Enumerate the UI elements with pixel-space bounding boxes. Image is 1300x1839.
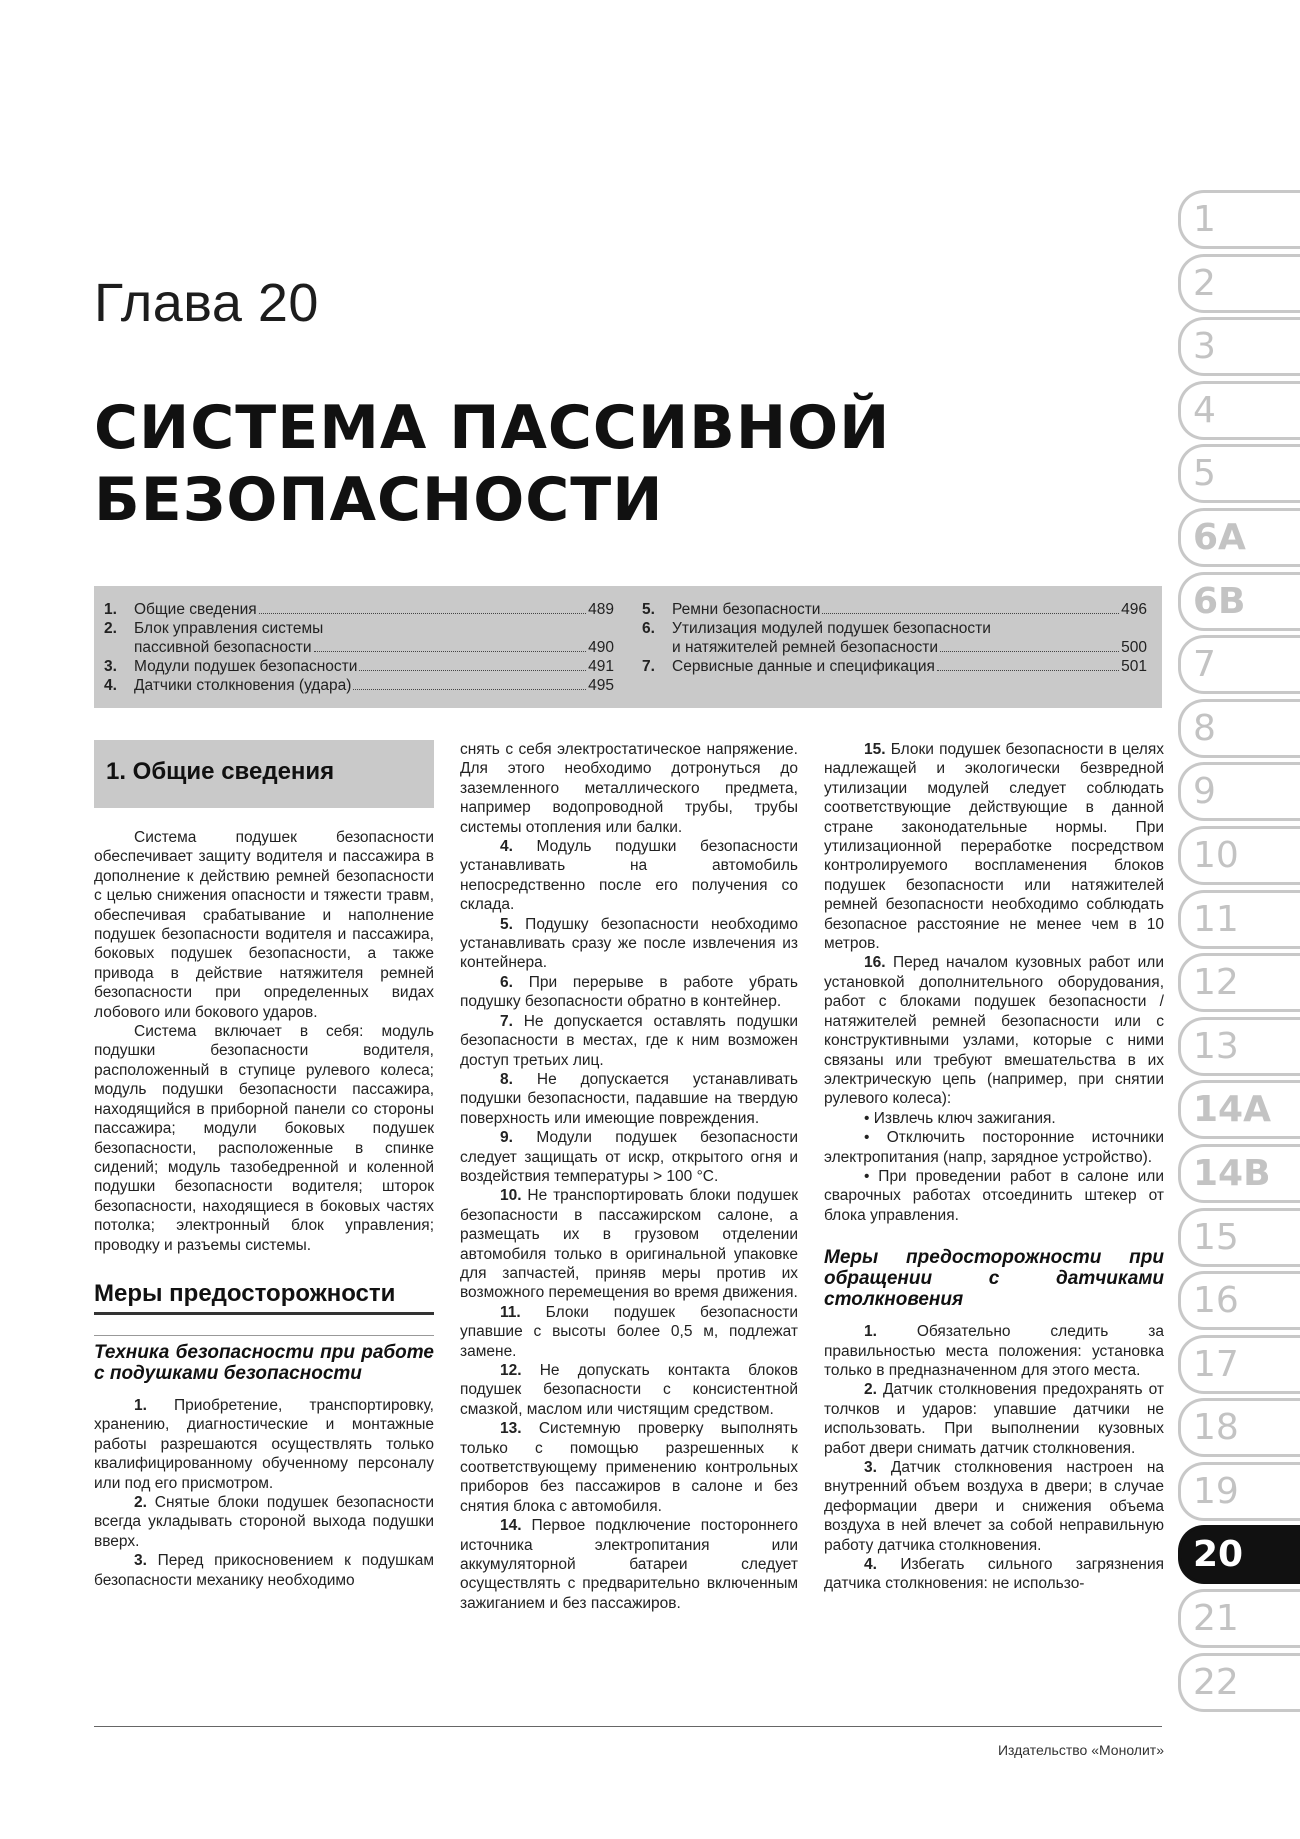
chapter-title (94, 392, 890, 536)
list-item-number: 13. (500, 1420, 522, 1438)
toc-page-number: 501 (1121, 658, 1147, 675)
numbered-list (824, 740, 1164, 1109)
list-item (824, 740, 1164, 953)
chapter-title-line1: СИСТЕМА ПАССИВНОЙ (94, 393, 891, 463)
list-item (460, 1361, 798, 1419)
toc-entry (672, 657, 1147, 676)
chapter-tab-18[interactable]: 18 (1178, 1398, 1300, 1457)
toc-entry (672, 600, 1147, 619)
list-item-number: 4. (500, 838, 513, 856)
list-item-text: Обязательно следить за правильностью места положения: установка только в предназначенном для этого места. (824, 1323, 1164, 1379)
bullet-item (824, 1128, 1164, 1167)
toc-text: пассивной безопасности (134, 639, 312, 656)
list-item-text: Не допускать контакта блоков подушек безопасности с консистентной смазкой, маслом или чистящим средством. (460, 1362, 798, 1418)
toc-item (104, 619, 614, 657)
chapter-tab-7[interactable]: 7 (1178, 635, 1300, 694)
chapter-tab-11[interactable]: 11 (1178, 890, 1300, 949)
chapter-tab-13[interactable]: 13 (1178, 1017, 1300, 1076)
list-item-text: Подушку безопасности необходимо устанавливать сразу же после извлечения из контейнера. (460, 915, 798, 972)
toc-leader-dots (353, 689, 586, 690)
chapter-tab-4[interactable]: 4 (1178, 381, 1300, 440)
chapter-tab-9[interactable]: 9 (1178, 762, 1300, 821)
chapter-tab-14b[interactable]: 14B (1178, 1144, 1300, 1203)
list-item-text: При перерыве в работе убрать подушку безопасности обратно в контейнер. (460, 973, 798, 1011)
column-3 (824, 740, 1164, 1594)
numbered-list (824, 1322, 1164, 1594)
paragraph: Система включает в себя: модуль подушки безопасности водителя, расположенный в ступице рулевого колеса; модуль подушки безопасности пассажира, находящийся в приборной панели со стороны пассажира; модули боковых подушек безопасности, расположенные в спинке сидений; модуль тазобедренной и коленной подушки безопасности водителя; шторок безопасности, находящиеся в боковых частях потолка; электронный блок управления; проводку и разъемы системы. (94, 1023, 434, 1254)
toc-item (642, 600, 1147, 619)
toc-text: и натяжителей ремней безопасности (672, 639, 939, 656)
column-1 (94, 740, 434, 1590)
list-item-number: 8. (500, 1070, 513, 1088)
chapter-tab-17[interactable]: 17 (1178, 1335, 1300, 1394)
list-item-text: Не транспортировать блоки подушек безопасности в пассажирском салоне, а размещать их в грузовом отделении автомобиля только в оригинальной упаковке для запчастей, приняв меры против их возможного перемещения во время движения. (460, 1187, 798, 1302)
subheading-airbag-safety: Техника безопасности при работе с подушками безопасности (94, 1335, 434, 1384)
list-item-number: 12. (500, 1362, 522, 1379)
list-item (824, 1458, 1164, 1555)
list-item (460, 1012, 798, 1070)
chapter-tab-12[interactable]: 12 (1178, 953, 1300, 1012)
list-item (460, 1303, 798, 1361)
toc-item (642, 619, 1147, 657)
publisher-footer: Издательство «Монолит» (997, 1742, 1164, 1758)
toc-number: 4. (104, 677, 117, 694)
list-item (824, 1555, 1164, 1594)
numbered-list (460, 837, 798, 1613)
chapter-tab-14a[interactable]: 14A (1178, 1080, 1300, 1139)
list-item (824, 1380, 1164, 1458)
list-item (460, 973, 798, 1012)
list-item-text: Приобретение, транспортировку, хранению, диагностические и монтажные работы разрешаются осуществлять только квалифицированному обученному персоналу или под его присмотром. (94, 1396, 434, 1492)
toc-page-number: 490 (588, 639, 614, 656)
toc-line (134, 619, 614, 638)
toc-number: 1. (104, 601, 117, 618)
bullet-item (824, 1167, 1164, 1225)
section-heading-box (94, 740, 434, 808)
toc-text: Общие сведения (134, 601, 257, 618)
toc-line (672, 657, 1147, 676)
list-item-text: Первое подключение постороннего источника электропитания или аккумуляторной батареи следует осуществлять с предварительно включенным зажиганием и без пассажиров. (460, 1517, 798, 1612)
toc-number: 5. (642, 601, 655, 618)
list-item-text: Блоки подушек безопасности в целях надлежащей и экологически безвредной утилизации модулей следует соблюдать соответствующие действующие в данной стране законодательные нормы. При утилизационной переработке посредством контролируемого воспламенения блоков подушек безопасности или натяжителей ремней безопасности необходимо соблюдать безопасное расстояние не менее чем в 10 метров. (824, 741, 1164, 953)
toc-text: Ремни безопасности (672, 601, 821, 618)
toc-entry (134, 657, 614, 676)
chapter-tab-19[interactable]: 19 (1178, 1462, 1300, 1521)
list-item-number: 9. (500, 1129, 513, 1147)
list-item-number: 2. (134, 1493, 147, 1511)
bullet-text: Извлечь ключ зажигания. (873, 1109, 1056, 1127)
chapter-tab-3[interactable]: 3 (1178, 317, 1300, 376)
toc-left-column (104, 600, 614, 695)
toc-text: Утилизация модулей подушек безопасности (672, 620, 991, 637)
list-item-text: Датчик столкновения настроен на внутренний объем воздуха в двери; в случае деформации двери и снижения объема воздуха в ней влечет за собой неправильную работу датчика столкновения. (824, 1459, 1164, 1554)
subheading-precautions: Меры предосторожности (94, 1281, 434, 1315)
toc-number: 3. (104, 658, 117, 675)
toc-entry (134, 619, 614, 657)
list-item-text: Перед прикосновением к подушкам безопасности механику необходимо (94, 1552, 434, 1589)
toc-item (104, 676, 614, 695)
list-item-number: 5. (500, 915, 513, 933)
section-title: 1. Общие сведения (106, 758, 335, 785)
list-item-text: Не допускается устанавливать подушки безопасности, падавшие на твердую поверхность или имеющие повреждения. (460, 1070, 798, 1127)
toc-text: Модули подушек безопасности (134, 658, 358, 675)
toc-page-number: 495 (588, 677, 614, 694)
toc-entry (134, 676, 614, 695)
chapter-tab-1[interactable]: 1 (1178, 190, 1300, 249)
list-item-number: 16. (864, 954, 886, 972)
list-item-number: 7. (500, 1012, 513, 1030)
chapter-tab-10[interactable]: 10 (1178, 826, 1300, 885)
toc-page-number: 491 (588, 658, 614, 675)
list-item-number: 3. (134, 1552, 147, 1570)
list-item-number: 15. (864, 741, 886, 758)
list-item-number: 1. (864, 1323, 877, 1341)
bullet-icon: • (864, 1167, 879, 1185)
paragraph: снять с себя электростатическое напряжение. Для этого необходимо дотронуться до заземленного металлического предмета, например водопроводной трубы, трубы системы отопления или балки. (460, 741, 798, 836)
toc-text: Сервисные данные и спецификация (672, 658, 935, 675)
toc-line (672, 600, 1147, 619)
bullet-icon: • (864, 1109, 874, 1127)
toc-number: 2. (104, 620, 117, 637)
toc-line (134, 657, 614, 676)
list-item-text: Снятые блоки подушек безопасности всегда укладывать стороной выхода подушки вверх. (94, 1493, 434, 1550)
list-item (94, 1396, 434, 1493)
toc-line (672, 638, 1147, 657)
bullet-text: При проведении работ в салоне или сварочных работах отсоединить штекер от блока управления. (824, 1167, 1165, 1224)
toc-item (104, 600, 614, 619)
list-item-text: Блоки подушек безопасности упавшие с высоты более 0,5 м, подлежат замене. (460, 1303, 798, 1360)
toc-leader-dots (359, 670, 586, 671)
list-item-text: Системную проверку выполнять только с помощью разрешенных к соответствующему применению контрольных приборов без пассажиров в салоне и без снятия блока с автомобиля. (460, 1420, 798, 1515)
list-item-number: 6. (500, 973, 513, 991)
list-item (824, 1322, 1164, 1380)
chapter-label: Глава 20 (94, 273, 319, 333)
toc-page-number: 489 (588, 601, 614, 618)
bullet-item (824, 1109, 1164, 1128)
toc-line (134, 638, 614, 657)
list-item-text: Модули подушек безопасности следует защищать от искр, открытого огня и воздействия температуры > 100 °С. (460, 1129, 798, 1185)
list-item (94, 1493, 434, 1551)
list-item (824, 953, 1164, 1108)
list-item (460, 1419, 798, 1516)
toc-text: Блок управления системы (134, 620, 324, 637)
toc-entry (134, 600, 614, 619)
toc-item (642, 657, 1147, 676)
bullet-list (824, 1109, 1164, 1225)
subheading-crash-sensors: Меры предосторожности при обращении с датчиками столкновения (824, 1247, 1164, 1311)
list-item-text: Датчик столкновения предохранять от толчков и ударов: упавшие датчики не использовать. При выполнении кузовных работ двери снимать датчик столкновения. (824, 1381, 1164, 1457)
toc-leader-dots (937, 670, 1119, 671)
table-of-contents (94, 586, 1162, 708)
list-item (94, 1551, 434, 1590)
bullet-text: Отключить посторонние источники электропитания (напр, зарядное устройство). (824, 1129, 1164, 1166)
toc-leader-dots (822, 613, 1119, 614)
list-item-number: 14. (500, 1517, 522, 1535)
toc-entry (672, 619, 1147, 657)
toc-number: 6. (642, 620, 655, 637)
toc-number: 7. (642, 658, 655, 675)
list-item-text: Модуль подушки безопасности устанавливать на автомобиль непосредственно после его получения со склада. (460, 838, 798, 914)
chapter-tabs (1178, 190, 1300, 1716)
chapter-tab-20[interactable]: 20 (1178, 1525, 1300, 1584)
list-item (460, 837, 798, 915)
chapter-tab-6a[interactable]: 6A (1178, 508, 1300, 567)
chapter-tab-21[interactable]: 21 (1178, 1589, 1300, 1648)
toc-item (104, 657, 614, 676)
toc-page-number: 500 (1121, 639, 1147, 656)
chapter-tab-15[interactable]: 15 (1178, 1208, 1300, 1267)
list-item-text: Перед началом кузовных работ или установкой дополнительного оборудования, работ с блоками подушек безопасности / натяжителей ремней безопасности или с конструктивными узлами, которые с ними связаны или требуют вмешательства в их электрическую цепь (например, при снятии рулевого колеса): (824, 954, 1164, 1108)
numbered-list (94, 1396, 434, 1590)
footer-rule (94, 1726, 1162, 1727)
bullet-icon: • (864, 1129, 887, 1147)
list-item-number: 2. (864, 1381, 877, 1399)
paragraph: Система подушек безопасности обеспечивает защиту водителя и пассажира в дополнение к действию ремней безопасности с целью снижения опасности и тяжести травм, обеспечивая срабатывание и наполнение подушек безопасности водителя и пассажира, боковых подушек безопасности, а также привода в действие натяжителя ремней безопасности при определенных видах лобового или бокового ударов. (94, 829, 434, 1021)
list-item-number: 1. (134, 1396, 147, 1414)
toc-line (672, 619, 1147, 638)
toc-text: Датчики столкновения (удара) (134, 677, 352, 694)
list-item (460, 915, 798, 973)
list-item-number: 10. (500, 1187, 522, 1205)
toc-leader-dots (940, 651, 1119, 652)
chapter-tab-8[interactable]: 8 (1178, 699, 1300, 758)
list-item (460, 1516, 798, 1613)
chapter-tab-22[interactable]: 22 (1178, 1653, 1300, 1712)
list-item-text: Не допускается оставлять подушки безопасности в местах, где к ним возможен доступ третьих лиц. (460, 1012, 798, 1069)
chapter-tab-2[interactable]: 2 (1178, 254, 1300, 313)
toc-leader-dots (259, 613, 586, 614)
chapter-tab-6b[interactable]: 6B (1178, 572, 1300, 631)
list-item (460, 1070, 798, 1128)
column-2 (460, 740, 798, 1613)
list-item (460, 1186, 798, 1302)
toc-leader-dots (314, 651, 587, 652)
chapter-title-line2: БЕЗОПАСНОСТИ (94, 465, 664, 535)
toc-line (134, 676, 614, 695)
toc-right-column (642, 600, 1147, 676)
list-item-number: 4. (864, 1556, 877, 1574)
list-item-number: 3. (864, 1459, 877, 1476)
chapter-tab-16[interactable]: 16 (1178, 1271, 1300, 1330)
list-item (460, 1128, 798, 1186)
toc-page-number: 496 (1121, 601, 1147, 618)
list-item-text: Избегать сильного загрязнения датчика столкновения: не использо- (824, 1556, 1164, 1593)
chapter-tab-5[interactable]: 5 (1178, 444, 1300, 503)
list-item-number: 11. (500, 1303, 521, 1321)
toc-line (134, 600, 614, 619)
